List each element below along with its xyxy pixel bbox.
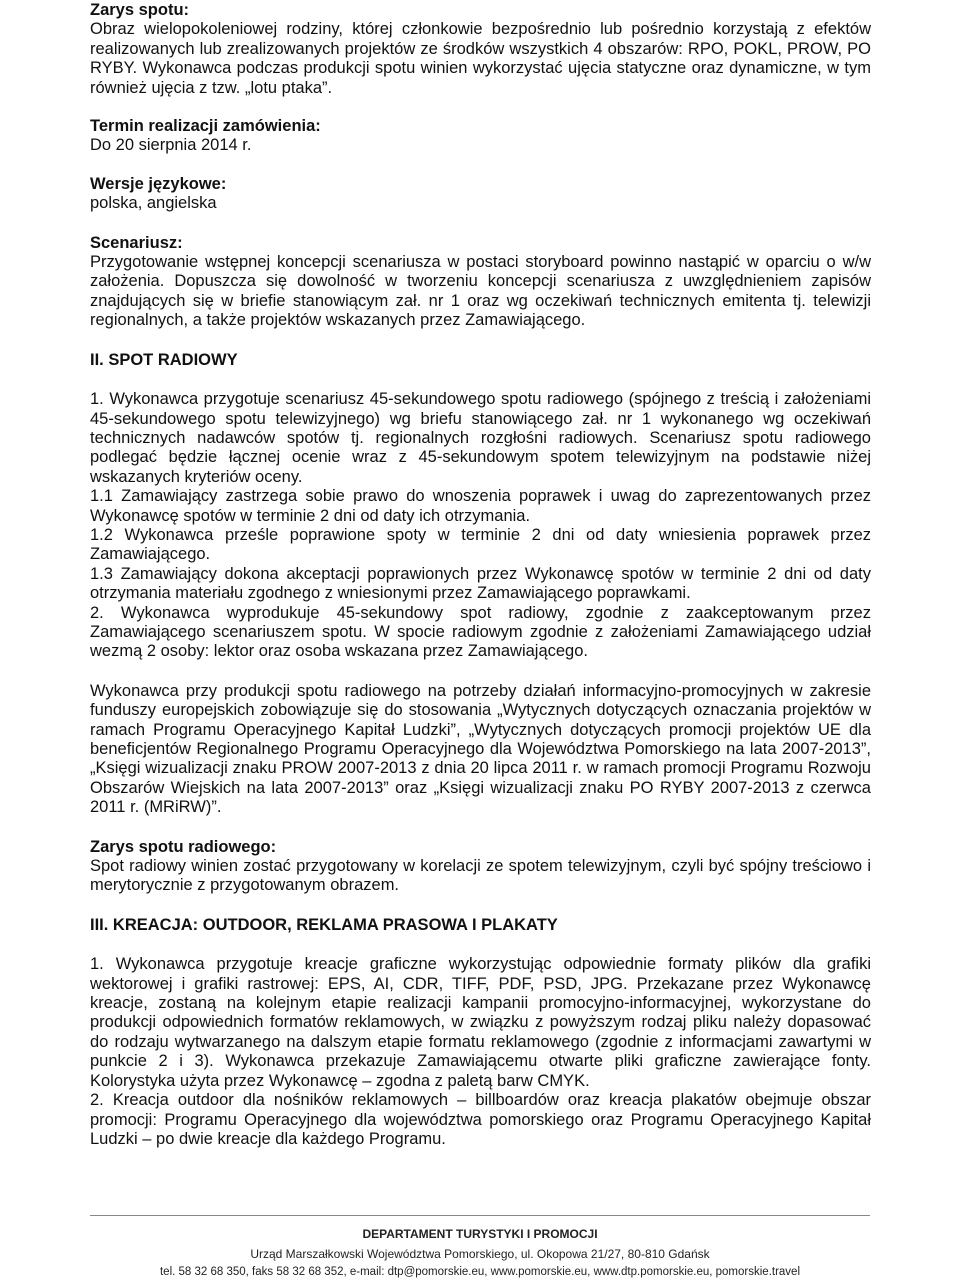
zarys-spotu-text: Obraz wielopokoleniowej rodziny, której członkowie bezpośrednio lub pośrednio korzystają z efektów realizowanych lub zrealizowanych projektów ze środków wszystkich 4 obszarów: RPO, POKL, PROW, PO RYBY. Wykonawca podczas produkcji spotu winien wykorzystać ujęcia statyczne oraz dynamiczne, w tym również ujęcia z tzw. „lotu ptaka”. [90,20,871,97]
footer-address: Urząd Marszałkowski Województwa Pomorskiego, ul. Okopowa 21/27, 80-810 Gdańsk [250,1247,710,1261]
scenariusz-text: Przygotowanie wstępnej koncepcji scenariusza w postaci storyboard powinno nastąpić w oparciu o w/w założenia. Dopuszcza się dowolność w tworzeniu koncepcji scenariusza z uwzględnieniem zapisów znajdujących się w briefie stanowiącym zał. nr 1 oraz wg oczekiwań technicznych emitenta tj. telewizji regionalnych, a także projektów wskazanych przez Zamawiającego. [90,253,871,330]
section-3-heading: III. KREACJA: OUTDOOR, REKLAMA PRASOWA I PLAKATY [90,915,558,934]
wersje-text: polska, angielska [90,194,217,213]
section-2-point-1-2: 1.2 Wykonawca prześle poprawione spoty w terminie 2 dni od daty wniesienia poprawek przez Zamawiającego. [90,525,871,564]
zarys-radiowy-text: Spot radiowy winien zostać przygotowany w korelacji ze spotem telewizyjnym, czyli być spójny treściowo i merytorycznie z przygotowanym obrazem. [90,857,871,895]
section-2-heading: II. SPOT RADIOWY [90,350,238,369]
section-2-guidelines: Wykonawca przy produkcji spotu radiowego na potrzeby działań informacyjno-promocyjnych w zakresie funduszy europejskich zobowiązuje się do stosowania „Wytycznych dotyczących oznaczania projektów w ramach Programu Operacyjnego Kapitał Ludzki”, „Wytycznych dotyczących promocji projektów UE dla beneficjentów Regionalnego Programu Operacyjnego dla Województwa Pomorskiego na lata 2007-2013”, „Księgi wizualizacji znaku PROW 2007-2013 z dnia 20 lipca 2011 r. w ramach promocji Programu Rozwoju Obszarów Wiejskich na lata 2007-2013” oraz „Księgi wizualizacji znaku PO RYBY 2007-2013 z czerwca 2011 r. (MRiRW)”. [90,681,871,817]
zarys-radiowy-heading: Zarys spotu radiowego: [90,837,277,856]
section-2-point-1-1: 1.1 Zamawiający zastrzega sobie prawo do wnoszenia poprawek i uwag do zaprezentowanych przez Wykonawcę spotów w terminie 2 dni od daty ich otrzymania. [90,487,871,525]
footer-divider [90,1215,870,1216]
section-3-point-2: 2. Kreacja outdoor dla nośników reklamowych – billboardów oraz kreacja plakatów obejmuje obszar promocji: Programu Operacyjnego dla województwa pomorskiego oraz Programu Operacyjnego Kapitał Ludzki – po dwie kreacje dla każdego Programu. [90,1091,871,1148]
footer-department: DEPARTAMENT TURYSTYKI I PROMOCJI [362,1227,598,1241]
section-2-point-1-3: 1.3 Zamawiający dokona akceptacji poprawionych przez Wykonawcę spotów w terminie 2 dni od daty otrzymania materiału zgodnego z wniesionymi przez Zamawiającego poprawkami. [90,564,871,603]
scenariusz-heading: Scenariusz: [90,233,183,252]
termin-heading: Termin realizacji zamówienia: [90,117,321,136]
termin-text: Do 20 sierpnia 2014 r. [90,136,252,155]
section-2-point-2: 2. Wykonawca wyprodukuje 45-sekundowy spot radiowy, zgodnie z zaakceptowanym przez Zamawiającego scenariuszem spotu. W spocie radiowym zgodnie z założeniami Zamawiającego udział wezmą 2 osoby: lektor oraz osoba wskazana przez Zamawiającego. [90,603,871,661]
section-2-point-1: 1. Wykonawca przygotuje scenariusz 45-sekundowego spotu radiowego (spójnego z treścią i założeniami 45-sekundowego spotu telewizyjnego) wg briefu stanowiącego zał. nr 1 wykonanego wg oczekiwań technicznych nadawców spotów tj. regionalnych rozgłośni radiowych. Scenariusz spotu radiowego podlegać będzie łącznej ocenie wraz z 45-sekundowym spotem telewizyjnym na podstawie niżej wskazanych kryteriów oceny. [90,390,871,486]
wersje-heading: Wersje językowe: [90,174,227,193]
document-body [90,0,871,1149]
section-3-point-1: 1. Wykonawca przygotuje kreacje graficzne wykorzystując odpowiednie formaty plików dla grafiki wektorowej i grafiki rastrowej: EPS, AI, CDR, TIFF, PDF, PSD, JPG. Przekazane przez Wykonawcę kreacje, zostaną na kolejnym etapie realizacji kampanii promocyjno-informacyjnej, wykorzystane do produkcji odpowiednich formatów reklamowych, w związku z powyższym rodzaj pliku należy dopasować do rodzaju wytwarzanego na dalszym etapie formatu reklamowego (zgodnie z informacjami zawartymi w punkcie 2 i 3). Wykonawca przekazuje Zamawiającemu otwarte pliki graficzne zawierające fonty. Kolorystyka użyta przez Wykonawcę – zgodna z paletą barw CMYK. [90,955,871,1090]
zarys-spotu-heading: Zarys spotu: [90,1,190,19]
footer-contact: tel. 58 32 68 350, faks 58 32 68 352, e-mail: dtp@pomorskie.eu, www.pomorskie.eu, www.dtp.pomorskie.eu, pomorskie.travel [159,1266,801,1278]
